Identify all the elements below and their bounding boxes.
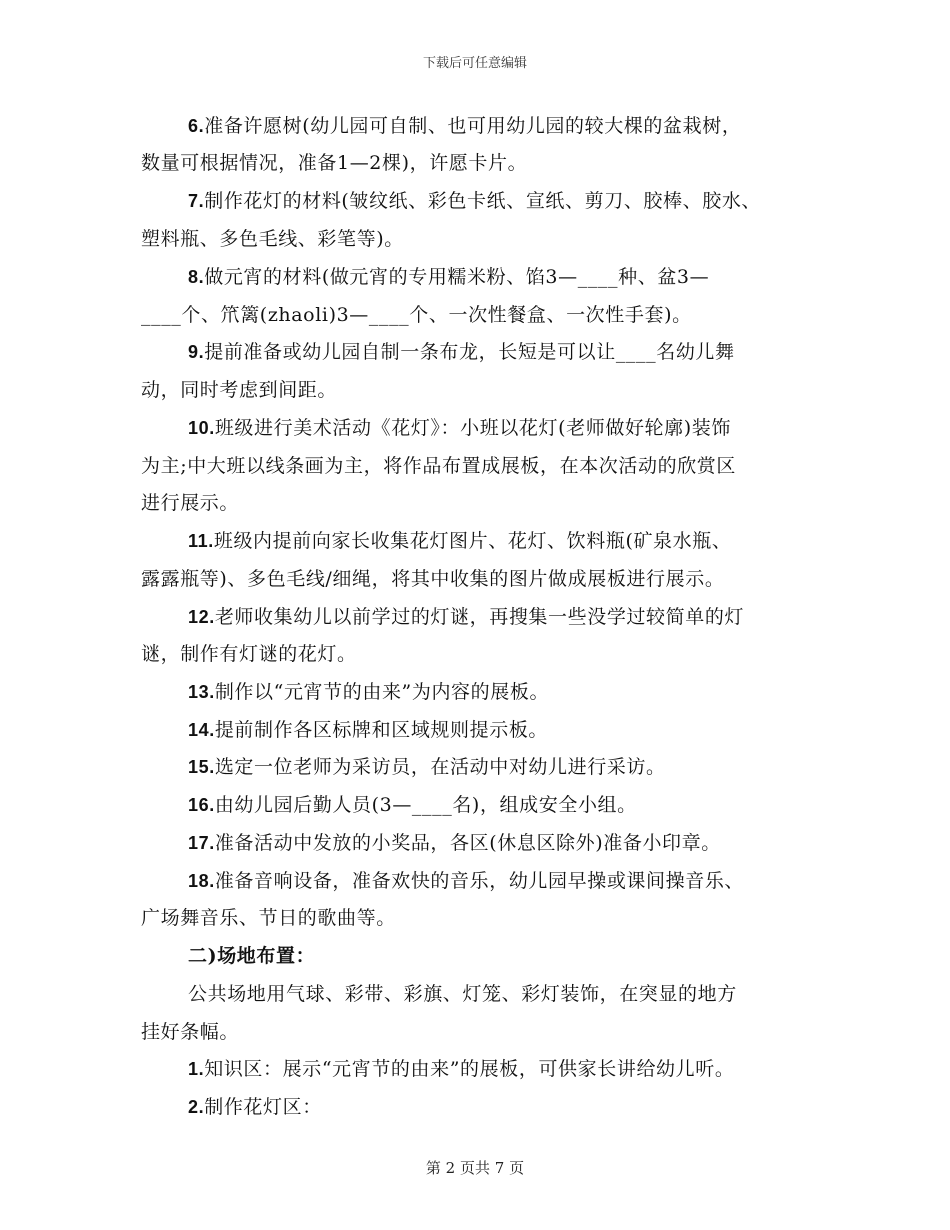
line-text: 班级内提前向家长收集花灯图片、花灯、饮料瓶(矿泉水瓶、 [213,530,732,552]
text-line [141,377,337,403]
line-text: 制作以“元宵节的由来”为内容的展板。 [214,681,550,703]
item-number: 18. [188,871,215,891]
text-line [188,1056,734,1082]
line-text: 准备音响设备，准备欢快的音乐，幼儿园早操或课间操音乐、 [214,870,745,892]
text-line [141,302,692,328]
item-number: 6. [188,116,205,136]
line-text: 提前准备或幼儿园自制一条布龙，长短是可以让____名幼儿舞 [204,341,735,363]
text-line [188,754,666,780]
text-line [141,490,239,516]
item-number: 8. [188,267,205,287]
line-text: 选定一位老师为采访员，在活动中对幼儿进行采访。 [214,756,666,778]
line-text: 露露瓶等)、多色毛线/细绳，将其中收集的图片做成展板进行展示。 [141,568,725,590]
line-text: 制作花灯区： [204,1096,322,1118]
item-number: 7. [188,191,205,211]
line-text: 动，同时考虑到间距。 [141,379,338,401]
line-text: 制作花灯的材料(皱纹纸、彩色卡纸、宣纸、剪刀、胶棒、胶水、 [204,190,762,212]
text-line [188,415,731,441]
item-number: 1. [188,1059,205,1079]
text-line [188,717,548,743]
line-text: ____个、笊篱(zhaoli)3—____个、一次性餐盒、一次性手套)。 [141,304,692,326]
text-line [188,604,744,630]
line-text: 数量可根据情况，准备1—2棵)，许愿卡片。 [141,152,528,174]
text-line [188,792,637,818]
text-line [188,830,721,856]
text-line [188,1094,322,1120]
line-text: 进行展示。 [141,492,240,514]
text-line [141,566,724,592]
text-line [141,905,396,931]
item-number: 11. [188,531,214,551]
item-number: 17. [188,833,215,853]
text-line [188,943,315,969]
item-number: 2. [188,1097,205,1117]
line-text: 老师收集幼儿以前学过的灯谜，再搜集一些没学过较简单的灯 [214,606,745,628]
text-line [188,188,761,214]
line-text: 准备活动中发放的小奖品，各区(休息区除外)准备小印章。 [214,832,721,854]
text-line [141,641,357,667]
item-number: 10. [188,418,215,438]
page-header: 下载后可任意编辑 [422,56,527,71]
item-number: 15. [188,757,215,777]
item-number: 9. [188,342,205,362]
item-number: 14. [188,720,215,740]
text-line [141,150,527,176]
text-line [141,1019,239,1045]
page-footer: 第 2 页共 7 页 [425,1159,525,1177]
line-text: 为主;中大班以线条画为主，将作品布置成展板，在本次活动的欣赏区 [141,455,737,477]
line-text: 由幼儿园后勤人员(3—____名)，组成安全小组。 [214,794,637,816]
text-line [141,226,404,252]
line-text: 公共场地用气球、彩带、彩旗、灯笼、彩灯装饰，在突显的地方 [188,983,737,1005]
line-text: 知识区：展示“元宵节的由来”的展板，可供家长讲给幼儿听。 [204,1058,735,1080]
line-text: 二)场地布置： [188,945,316,967]
line-text: 谜，制作有灯谜的花灯。 [141,643,357,665]
line-text: 做元宵的材料(做元宵的专用糯米粉、馅3—____种、盆3— [204,266,710,288]
item-number: 13. [188,682,215,702]
text-line [188,113,741,139]
item-number: 16. [188,795,215,815]
line-text: 广场舞音乐、节日的歌曲等。 [141,907,396,929]
text-line [188,528,731,554]
line-text: 准备许愿树(幼儿园可自制、也可用幼儿园的较大棵的盆栽树， [204,115,742,137]
text-line [188,679,549,705]
text-line [141,453,736,479]
text-line [188,264,709,290]
line-text: 班级进行美术活动《花灯》：小班以花灯(老师做好轮廓)装饰 [214,417,731,439]
line-text: 塑料瓶、多色毛线、彩笔等)。 [141,228,404,250]
text-line [188,868,744,894]
line-text: 提前制作各区标牌和区域规则提示板。 [214,719,549,741]
text-line [188,981,737,1007]
line-text: 挂好条幅。 [141,1021,240,1043]
item-number: 12. [188,607,215,627]
text-line [188,339,735,365]
